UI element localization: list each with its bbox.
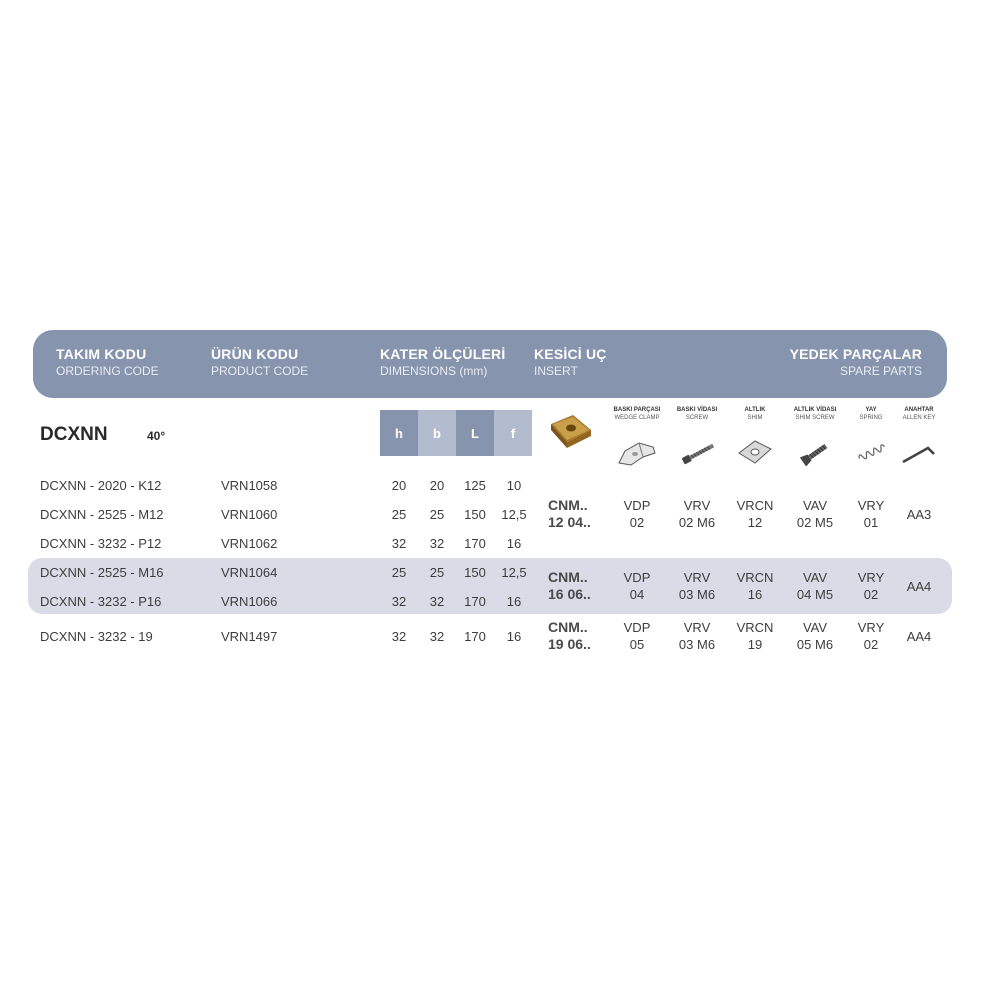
row-dim-h: 32	[391, 629, 407, 644]
row-dim-h: 25	[391, 507, 407, 522]
tool-title: DCXNN	[40, 424, 108, 445]
dim-header-b: b	[418, 410, 456, 456]
row-dim-l: 170	[464, 594, 486, 609]
row-product-code: VRN1058	[221, 478, 278, 493]
row-dim-b: 32	[429, 594, 445, 609]
shim-screw-code: VAV 04 M5	[796, 570, 834, 602]
spare-parts-header: YEDEK PARÇALAR SPARE PARTS	[789, 346, 922, 378]
screw-code: VRV 03 M6	[678, 570, 716, 602]
row-product-code: VRN1064	[221, 565, 278, 580]
row-ordering-code: DCXNN - 3232 - P16	[40, 594, 162, 609]
dim-header-f: f	[494, 410, 532, 456]
tool-angle: 40°	[147, 429, 166, 443]
row-ordering-code: DCXNN - 3232 - P12	[40, 536, 162, 551]
row-dim-f: 16	[506, 594, 522, 609]
row-dim-f: 12,5	[501, 565, 527, 580]
key-code: AA4	[906, 629, 932, 644]
insert-code: CNM.. 19 06..	[548, 619, 591, 652]
spare-head-key: ANAHTAR ALLEN KEY	[902, 407, 936, 421]
allen-key-icon	[900, 440, 938, 466]
row-dim-b: 32	[429, 629, 445, 644]
ordering-code-header: TAKIM KODU ORDERING CODE	[56, 346, 159, 378]
shim-code: VRCN 19	[736, 620, 774, 652]
row-ordering-code: DCXNN - 2525 - M12	[40, 507, 164, 522]
table-header-band	[33, 330, 947, 398]
row-dim-l: 150	[464, 507, 486, 522]
key-code: AA4	[906, 579, 932, 594]
row-dim-b: 25	[429, 565, 445, 580]
row-ordering-code: DCXNN - 3232 - 19	[40, 629, 153, 644]
shim-screw-icon	[797, 440, 833, 466]
spare-head-screw: BASKI VİDASI SCREW	[676, 407, 718, 421]
screw-code: VRV 03 M6	[678, 620, 716, 652]
row-ordering-code: DCXNN - 2020 - K12	[40, 478, 162, 493]
row-ordering-code: DCXNN - 2525 - M16	[40, 565, 164, 580]
row-dim-b: 25	[429, 507, 445, 522]
clamp-code: VDP 05	[623, 620, 651, 652]
shim-code: VRCN 16	[736, 570, 774, 602]
spare-head-shim: ALTLIK SHIM	[744, 407, 766, 421]
spring-code: VRY 01	[857, 498, 885, 530]
row-product-code: VRN1060	[221, 507, 278, 522]
row-dim-f: 10	[506, 478, 522, 493]
row-dim-h: 32	[391, 594, 407, 609]
row-dim-l: 170	[464, 629, 486, 644]
row-dim-h: 25	[391, 565, 407, 580]
clamp-code: VDP 02	[623, 498, 651, 530]
dim-header-l: L	[456, 410, 494, 456]
wedge-clamp-icon	[615, 437, 659, 467]
screw-icon	[678, 440, 718, 466]
spare-head-spring: YAY SPRING	[859, 407, 883, 421]
row-product-code: VRN1497	[221, 629, 278, 644]
row-product-code: VRN1066	[221, 594, 278, 609]
insert-code: CNM.. 12 04..	[548, 497, 591, 530]
shim-icon	[735, 437, 775, 467]
row-dim-l: 125	[464, 478, 486, 493]
row-dim-h: 32	[391, 536, 407, 551]
row-product-code: VRN1062	[221, 536, 278, 551]
shim-code: VRCN 12	[736, 498, 774, 530]
row-dim-f: 16	[506, 629, 522, 644]
screw-code: VRV 02 M6	[678, 498, 716, 530]
row-dim-b: 32	[429, 536, 445, 551]
spring-icon	[854, 440, 888, 466]
spring-code: VRY 02	[857, 620, 885, 652]
dimensions-header: KATER ÖLÇÜLERİ DIMENSIONS (mm)	[380, 346, 506, 378]
dim-header-h: h	[380, 410, 418, 456]
spare-head-clamp: BASKI PARÇASI WEDGE CLAMP	[613, 407, 661, 421]
insert-header: KESİCİ UÇ INSERT	[534, 346, 607, 378]
key-code: AA3	[906, 507, 932, 522]
spring-code: VRY 02	[857, 570, 885, 602]
spare-head-shim-screw: ALTLIK VİDASI SHIM SCREW	[793, 407, 837, 421]
insert-code: CNM.. 16 06..	[548, 569, 591, 602]
row-dim-l: 150	[464, 565, 486, 580]
row-dim-f: 12,5	[501, 507, 527, 522]
insert-icon	[545, 412, 595, 454]
product-code-header: ÜRÜN KODU PRODUCT CODE	[211, 346, 309, 378]
row-dim-h: 20	[391, 478, 407, 493]
row-dim-l: 170	[464, 536, 486, 551]
clamp-code: VDP 04	[623, 570, 651, 602]
row-dim-f: 16	[506, 536, 522, 551]
row-dim-b: 20	[429, 478, 445, 493]
shim-screw-code: VAV 02 M5	[796, 498, 834, 530]
shim-screw-code: VAV 05 M6	[796, 620, 834, 652]
